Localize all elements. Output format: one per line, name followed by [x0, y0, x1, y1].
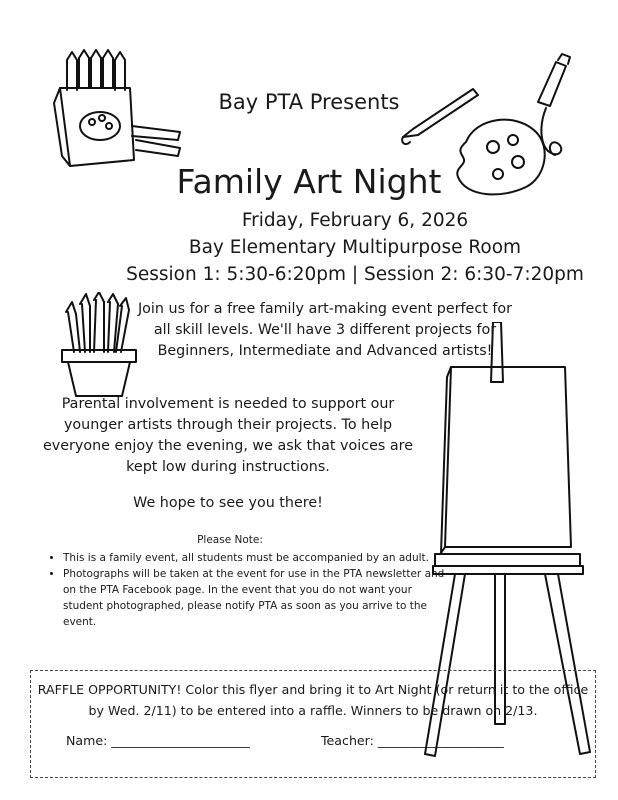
parent-paragraph: Parental involvement is needed to support our younger artists through their projects. To help everyone enjoy the evening, we ask that voices are kept low during instructions. [42, 396, 414, 475]
closing-text: We hope to see you there! [133, 495, 323, 511]
event-title: Family Art Night [176, 162, 442, 201]
note-item: • Photographs will be taken at the event for use in the PTA newsletter and on the PTA Facebook page. In the event that you do not want your student photographed, please notify PTA as soon as you arrive to the event. [63, 566, 453, 630]
note-list [45, 550, 453, 630]
event-sessions: Session 1: 5:30-6:20pm | Session 2: 6:30-7:20pm [126, 264, 584, 285]
note-item: • This is a family event, all students must be accompanied by an adult. [63, 550, 453, 566]
name-field: Name: ______________________ [66, 733, 250, 748]
note-heading: Please Note: [197, 534, 263, 546]
raffle-box [30, 670, 596, 778]
presenter-heading: Bay PTA Presents [218, 90, 400, 114]
event-location: Bay Elementary Multipurpose Room [188, 237, 522, 258]
raffle-text: RAFFLE OPPORTUNITY! Color this flyer and bring it to Art Night (or return it to the office by Wed. 2/11) to be entered into a raffle. Winners to be drawn on 2/13. [37, 682, 589, 718]
event-date: Friday, February 6, 2026 [241, 210, 469, 231]
teacher-field: Teacher: ____________________ [321, 733, 504, 748]
intro-paragraph: Join us for a free family art-making event perfect for all skill levels. We'll have 3 different projects for Beginners, Intermediate and Advanced artists! [137, 301, 513, 359]
